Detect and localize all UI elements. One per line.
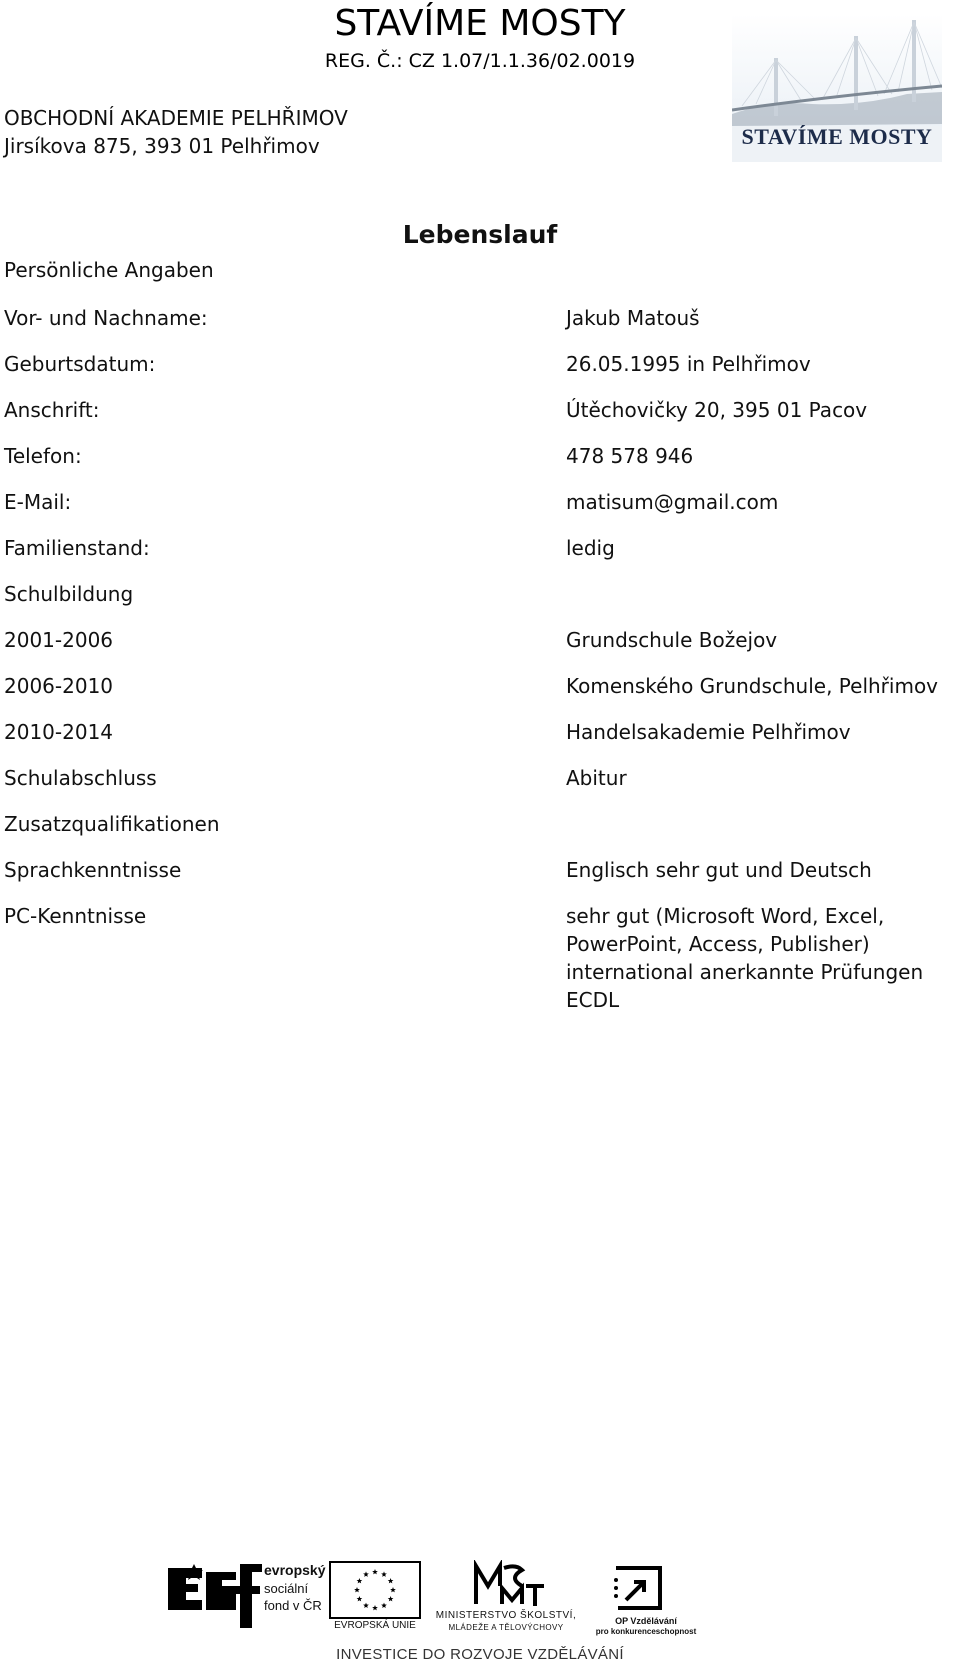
value-languages: Englisch sehr gut und Deutsch (566, 858, 872, 882)
registration-number: REG. Č.: CZ 1.07/1.1.36/02.0019 (324, 50, 636, 72)
eu-label: EVROPSKÁ UNIE (334, 1620, 416, 1631)
section-heading-additional: Zusatzqualifikationen (4, 812, 220, 836)
op-logo (596, 1560, 696, 1640)
pc-skills-line: PowerPoint, Access, Publisher) (566, 932, 870, 956)
label-education-1: 2001-2006 (4, 628, 114, 652)
op-line-2: pro konkurenceschopnost (595, 1627, 697, 1636)
label-birthdate: Geburtsdatum: (4, 352, 156, 376)
label-phone: Telefon: (4, 444, 82, 468)
value-graduation: Abitur (566, 766, 627, 790)
eu-logo (328, 1560, 422, 1636)
msmt-line-1: MINISTERSTVO ŠKOLSTVÍ, (435, 1610, 577, 1621)
label-name: Vor- und Nachname: (4, 306, 208, 330)
section-heading-personal: Persönliche Angaben (4, 258, 214, 282)
logo-text: STAVÍME MOSTY (741, 124, 933, 149)
pc-skills-line: sehr gut (Microsoft Word, Excel, (566, 904, 885, 928)
value-phone: 478 578 946 (566, 444, 694, 468)
school-address: Jirsíkova 875, 393 01 Pelhřimov (4, 134, 320, 158)
label-education-2: 2006-2010 (4, 674, 114, 698)
document-title: Lebenslauf (402, 220, 558, 249)
op-line-1: OP Vzdělávání (615, 1616, 677, 1626)
value-email: matisum@gmail.com (566, 490, 779, 514)
label-pc-skills: PC-Kenntnisse (4, 904, 147, 928)
msmt-line-2: MLÁDEŽE A TĚLOVÝCHOVY (448, 1623, 564, 1632)
value-address: Útěchovičky 20, 395 01 Pacov (566, 398, 868, 422)
esf-line-3: fond v ČR (264, 1598, 322, 1613)
esf-line-2: sociální (264, 1581, 309, 1596)
section-heading-education: Schulbildung (4, 582, 134, 606)
label-email: E-Mail: (4, 490, 72, 514)
value-birthdate: 26.05.1995 in Pelhřimov (566, 352, 811, 376)
pc-skills-line: international anerkannte Prüfungen (566, 960, 924, 984)
label-marital-status: Familienstand: (4, 536, 150, 560)
eu-flag-icon (328, 1560, 422, 1620)
msmt-mark-icon (426, 1560, 586, 1610)
footer-caption: INVESTICE DO ROZVOJE VZDĚLÁVÁNÍ (336, 1646, 624, 1663)
school-name: OBCHODNÍ AKADEMIE PELHŘIMOV (4, 106, 348, 130)
msmt-logo (426, 1560, 586, 1636)
pc-skills-line: ECDL (566, 988, 620, 1012)
label-address: Anschrift: (4, 398, 100, 422)
label-graduation: Schulabschluss (4, 766, 157, 790)
value-name: Jakub Matouš (566, 306, 700, 330)
value-education-3: Handelsakademie Pelhřimov (566, 720, 851, 744)
value-education-1: Grundschule Božejov (566, 628, 778, 652)
value-pc-skills (566, 902, 946, 1014)
op-mark-icon (596, 1560, 696, 1616)
label-languages: Sprachkenntnisse (4, 858, 182, 882)
esf-line-1: evropský (264, 1562, 326, 1578)
project-title: STAVÍME MOSTY (334, 3, 626, 44)
esf-logo (166, 1562, 326, 1630)
value-marital-status: ledig (566, 536, 615, 560)
value-education-2: Komenského Grundschule, Pelhřimov (566, 674, 939, 698)
label-education-3: 2010-2014 (4, 720, 114, 744)
